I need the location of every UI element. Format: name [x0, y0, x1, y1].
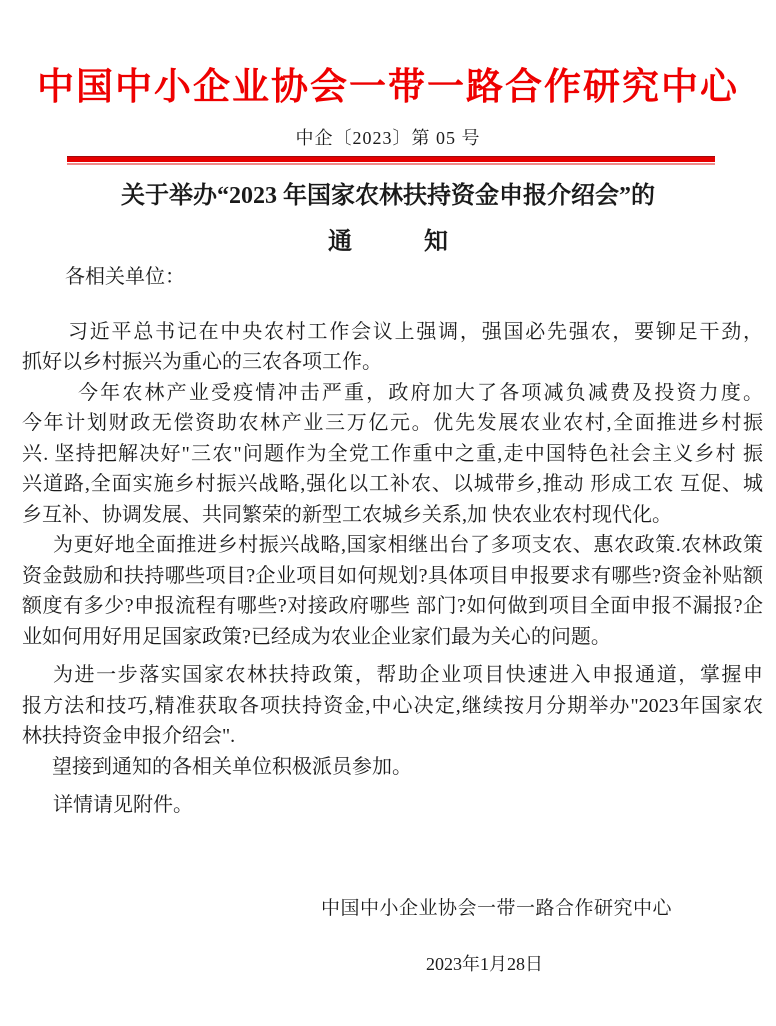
body-line: 林扶持资金申报介绍会". [22, 725, 236, 747]
body-line: 为进一步落实国家农林扶持政策，帮助企业项目快速进入申报通道，掌握申 [53, 664, 763, 686]
notice-body [0, 262, 776, 821]
body-line: 额度有多少?申报流程有哪些?对接政府哪些 部门?如何做到项目全面申报不漏报?企 [22, 595, 763, 617]
org-title: 中国中小企业协会一带一路合作研究中心 [37, 67, 739, 108]
body-line: 资金鼓励和扶持哪些项目?企业项目如何规划?具体项目申报要求有哪些?资金补贴额 [22, 564, 763, 587]
body-line: 今年农林产业受疫情冲击严重，政府加大了各项减负减费及投资力度。 [78, 381, 763, 404]
body-line: 详情请见附件。 [53, 794, 193, 816]
body-line: 兴道路,全面实施乡村振兴战略,强化以工补农、以城带乡,推动 形成工农 互促、城 [22, 473, 763, 495]
notice-title [0, 181, 776, 257]
body-line: 为更好地全面推进乡村振兴战略,国家相继出台了多项支农、惠农政策.农林政策 [53, 534, 763, 556]
body-line: 习近平总书记在中央农村工作会议上强调，强国必先强农，要铆足干劲， [68, 320, 763, 343]
body-line: 望接到通知的各相关单位积极派员参加。 [52, 755, 412, 778]
body-line: 今年计划财政无偿资助农林产业三万亿元。优先发展农业农村,全面推进乡村振 [22, 412, 763, 434]
body-line: 业如何用好用足国家政策?已经成为农业企业家们最为关心的问题。 [22, 625, 611, 648]
document-date: 2023年1月28日 [426, 954, 543, 974]
notice-title-line2: 通 知 [328, 229, 448, 255]
body-line: 抓好以乡村振兴为重心的三农各项工作。 [22, 351, 382, 373]
signature-org: 中国中小企业协会一带一路合作研究中心 [320, 898, 672, 919]
body-line: 乡互补、协调发展、共同繁荣的新型工农城乡关系,加 快农业农村现代化。 [22, 503, 672, 526]
body-line: 兴. 坚持把解决好"三农"问题作为全党工作重中之重,走中国特色社会主义乡村 振 [22, 442, 763, 465]
doc-number: 中企〔2023〕第 05 号 [295, 128, 481, 148]
body-line: 各相关单位： [65, 266, 185, 288]
red-divider-line [67, 156, 715, 165]
body-line: 报方法和技巧,精准获取各项扶持资金,中心决定,继续按月分期举办"2023年国家农 [22, 694, 763, 717]
notice-title-line1: 关于举办“2023 年国家农林扶持资金申报介绍会”的 [121, 183, 655, 209]
